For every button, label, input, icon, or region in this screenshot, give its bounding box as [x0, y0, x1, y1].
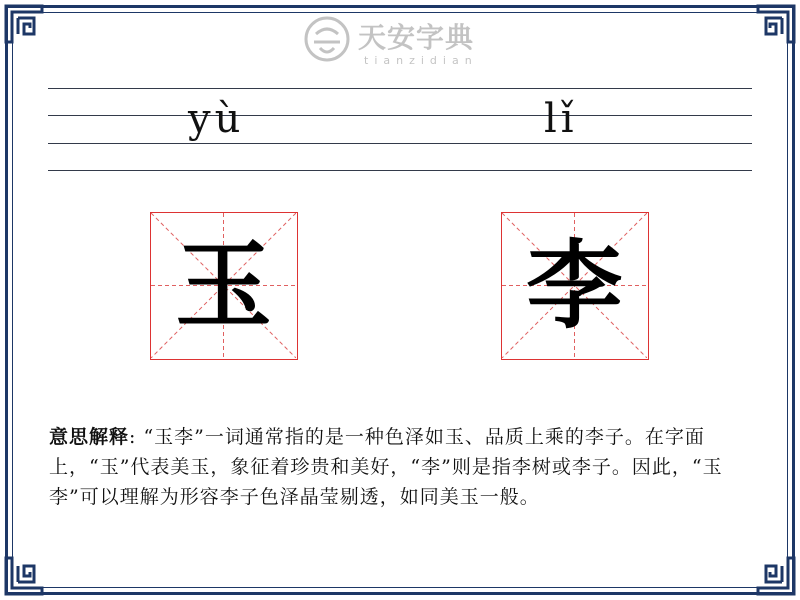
character-1: 玉	[175, 228, 272, 342]
character-grid-2	[501, 212, 649, 360]
pinyin-1: yù	[188, 96, 245, 142]
pinyin-2: lǐ	[544, 96, 578, 142]
logo-subtitle: tianzidian	[364, 54, 478, 67]
guide-line-1	[48, 88, 752, 89]
corner-ornament-bottom-left	[2, 554, 46, 598]
explanation-text: : “玉李”一词通常指的是一种色泽如玉、品质上乘的李子。在字面上，“玉”代表美玉，象征着珍贵和美好，“李”则是指李树或李子。因此，“玉李”可以理解为形容李子色泽晶莹剔透，如同美玉一般。	[49, 426, 723, 508]
explanation-paragraph	[49, 422, 755, 512]
character-2: 李	[526, 228, 623, 342]
explanation-label: 意思解释	[49, 426, 130, 448]
guide-line-2	[48, 115, 752, 116]
logo-emblem-icon	[304, 16, 350, 62]
pinyin-guide-lines	[48, 88, 752, 174]
watermark-logo	[300, 14, 500, 70]
guide-line-3	[48, 143, 752, 144]
logo-title: 天安字典	[358, 21, 475, 54]
guide-line-4	[48, 170, 752, 171]
character-grid-1	[150, 212, 298, 360]
corner-ornament-top-left	[2, 2, 46, 46]
corner-ornament-bottom-right	[754, 554, 798, 598]
corner-ornament-top-right	[754, 2, 798, 46]
